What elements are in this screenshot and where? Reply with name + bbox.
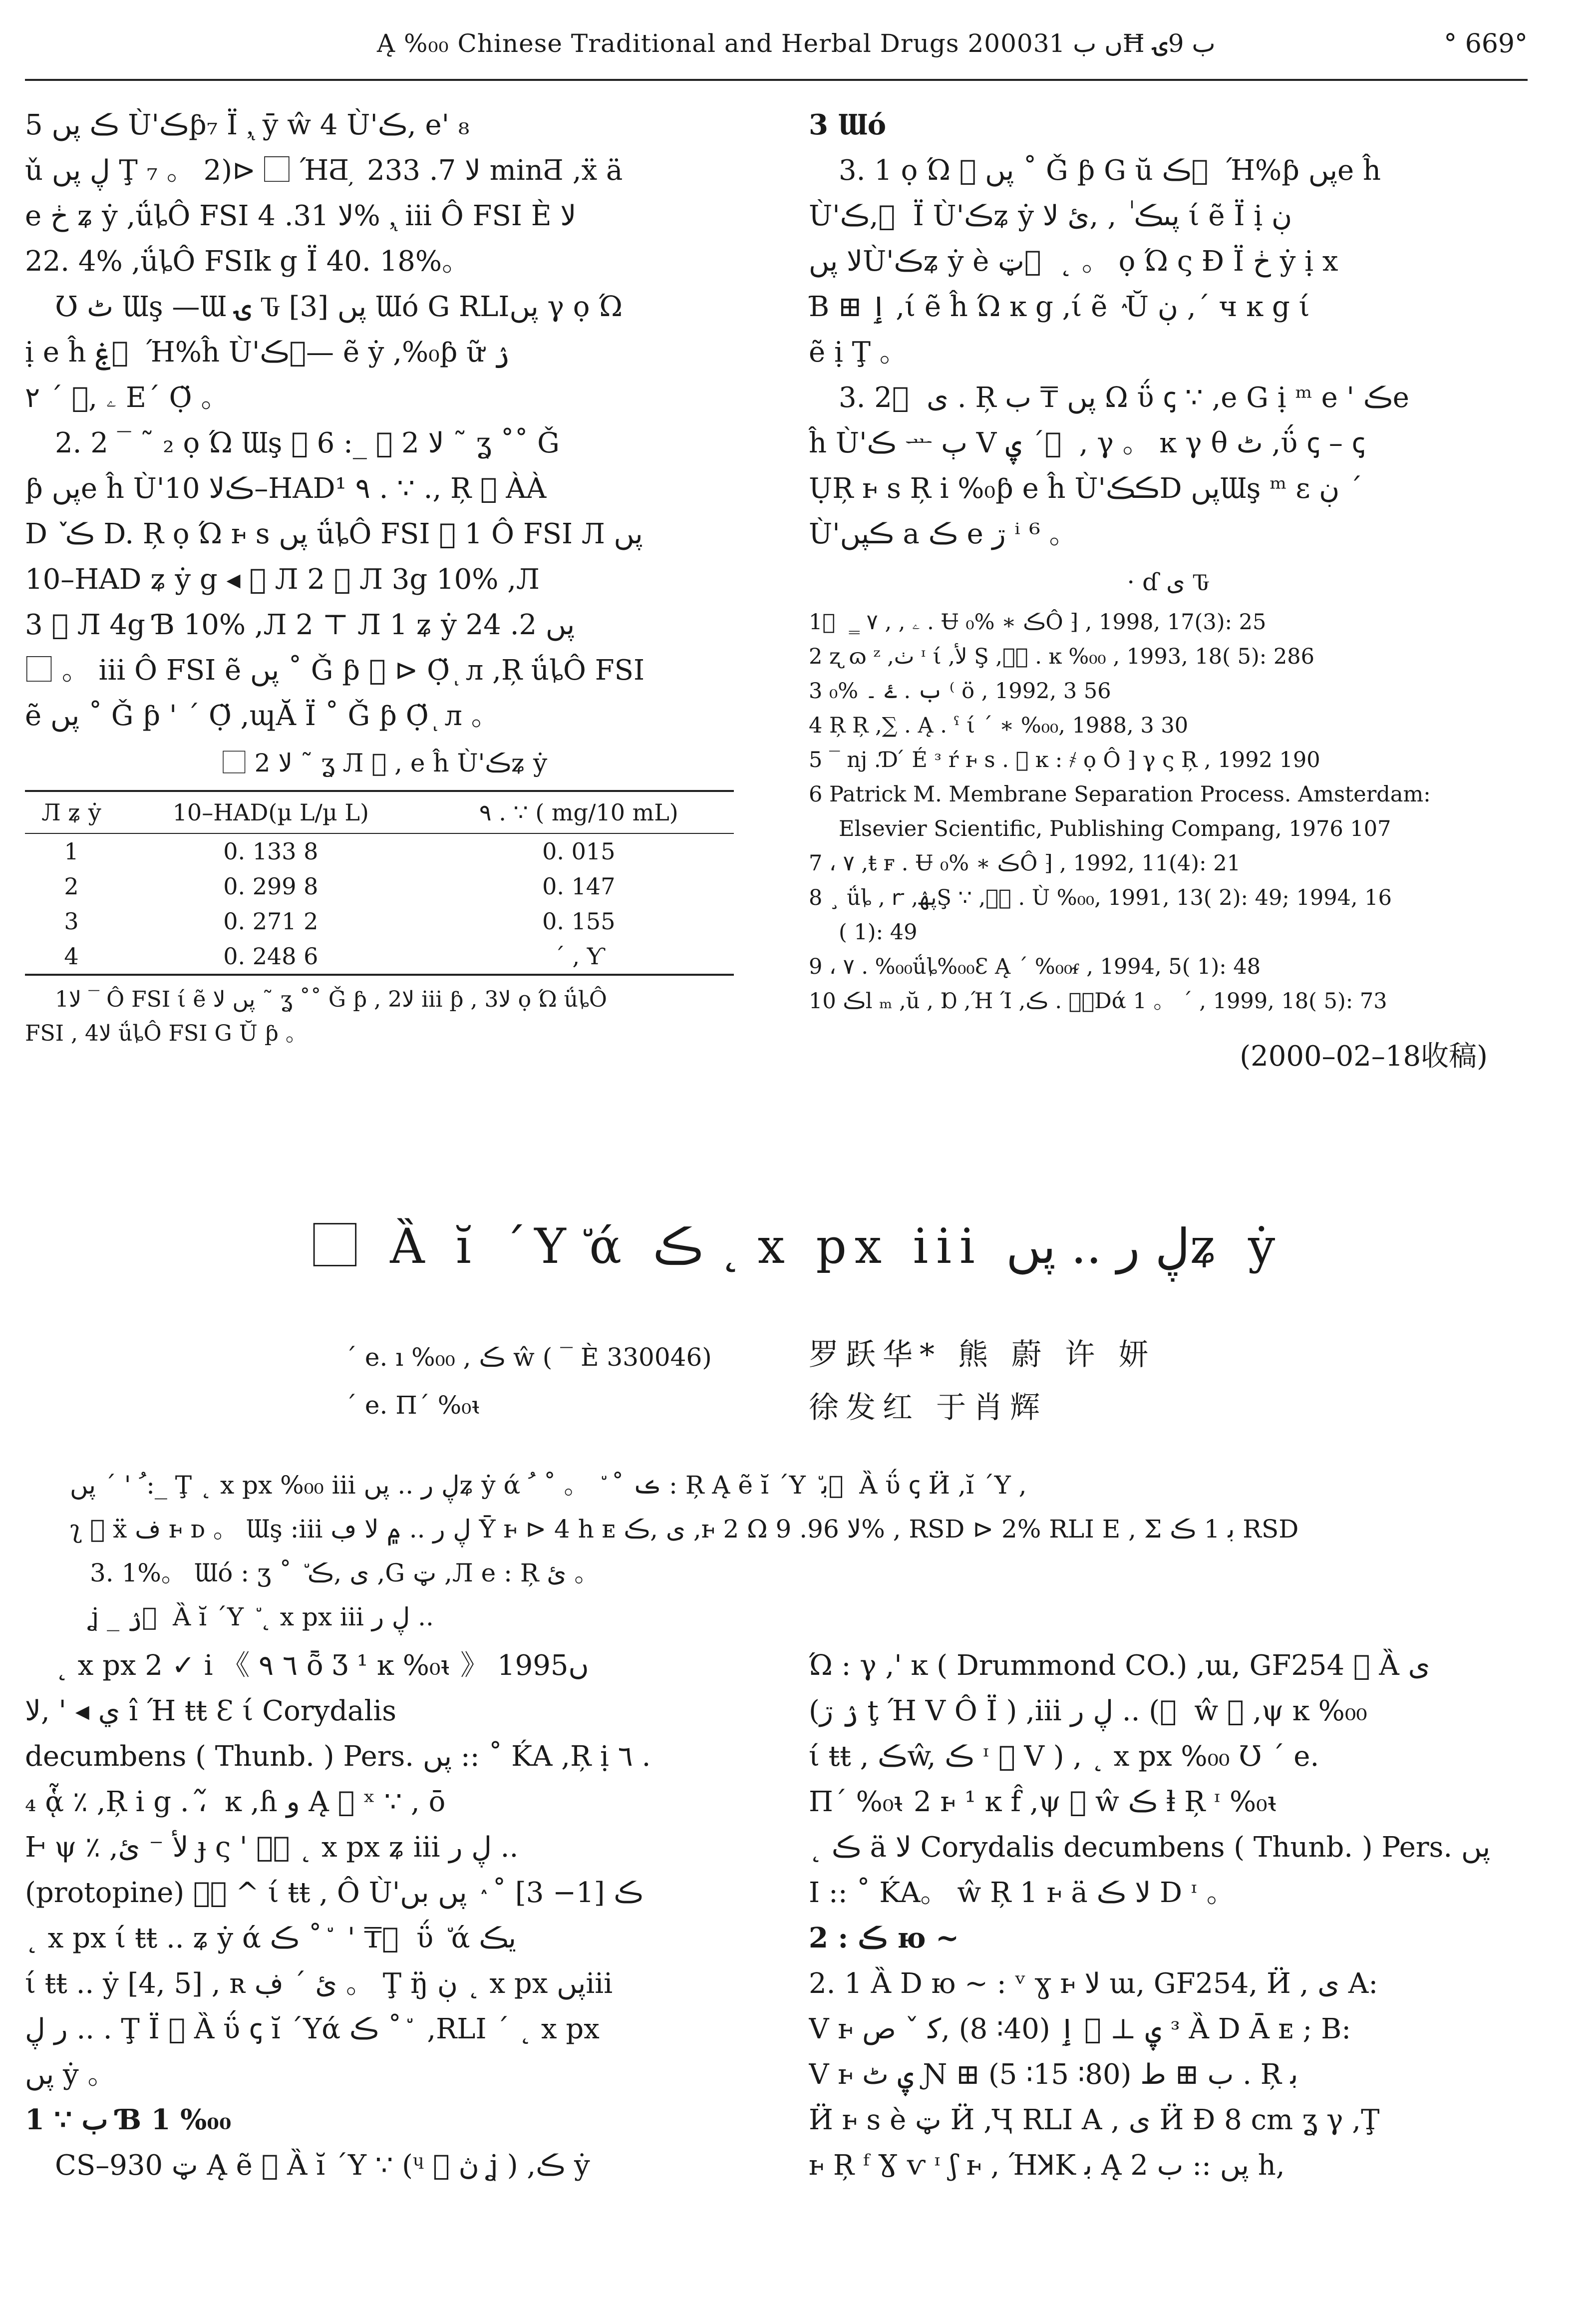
text-line: ǔ ڸ پں Ţ ₇ 。 2)⊳ ⃞ ΉƋ ̦ ﻻ 7. 233 minƋ ,ẍ ä [25, 154, 623, 187]
reference-item: 8 ¸ ǘȴ , ꭈ ,پۿŞ ∵ ,پۨ . Ù %₀₀, 1991, 13( 2): 49; 1994, 16 [809, 885, 1392, 910]
left-column-bottom [25, 1643, 744, 2188]
table-cell: 0. 015 [542, 838, 616, 865]
table-row [25, 904, 734, 939]
text-line: 10–HAD ʑ ẏ g ◂ ⃞ Л 2 ⃞ Л 3g 10% ,Л [25, 563, 540, 596]
table-header-cell: ٩ . ∵ ( mg/10 mL) [424, 791, 734, 833]
reference-item: 1 ⃞ ‗ ۦ , , ۷ . Ʉ ڪ ∗ %₀Ô ⁆ , 1998, 17(3): 25 [809, 610, 1267, 635]
page-number: ° 669° [1444, 29, 1528, 59]
table-cell: 0. 147 [542, 873, 616, 900]
table-row [25, 939, 734, 975]
abstract-line: ʅ ⃞ ẍ ﻑ ⱶ ᴅ 。 Ɯş :iii ڸ ر .. ۾ ﻻ ڢ Ȳ ⱶ ⊳ 4 h ᴇ ی ,ڪ ,ⱶ 2 Ω ﻻ 96. 9% , RSD ⊳ 2% RLI E , Σ ﺑ 1 ڪ RSD [70, 1515, 1299, 1544]
table-cell: 4 [25, 939, 118, 975]
table-note-line: 1ﻻ ‾ Ô FSI ί ẽ پں ﻻ ˜ ʓ ˚˚ Ǧ ƥ , 2ﻻ iii ƥ , 3ﻻ ọ Ώ ǘȴÔ [55, 987, 608, 1012]
text-line: پں ẏ 。 [25, 2058, 116, 2091]
journal-header: Ą %₀₀ Chinese Traditional and Herbal Drugs 2000ں ب 31Ħ ب 9ۍ [377, 29, 1216, 58]
table-cell: ´ , Ƴ [424, 939, 734, 975]
affiliation-line: ´ e. ı %₀₀ , ڪ ŵ ( ‾ È 330046) [344, 1343, 712, 1372]
text-line: ⃞ 。 iii Ô FSI ẽ پں ˚ Ǧ ƥ ⃞ ⊳ Ọ̈ ͅ л ,Ŗ ǘȴÔ FSI [25, 654, 645, 687]
text-line: Ù'ڪ, ⃞ Ϊ Ù'ڪʑ ẏ پںڪ ٰ ‚ ,ئ ﻻ ί ẽ Ϊ ị ڹ [809, 200, 1292, 232]
right-column-bottom [809, 1643, 1528, 2188]
table-header-row [25, 791, 734, 833]
text-line: ί ŧŧ , ڪŵ, ڪ ᶦ ⃞ V ) , ˛ x px %₀₀ Ʊ ´ e. [809, 1740, 1319, 1773]
reference-list [809, 605, 1528, 1019]
affiliation [344, 1333, 712, 1429]
text-line: ĥ Ù'ڪ ᅭ ٻ V ۑ ´ ⃞ , γ 。 ĸ γ θ ٹ ,ΰ ꞔ – ꞔ [809, 427, 1365, 459]
table-cell: 0. 133 8 [223, 838, 319, 865]
reference-item: 10 ڪl ₘ ,ŭ , Ɒ ,Ή Ί ,پۨ . ڪDά 1 。 ´ , 1999, 18( 5): 73 [809, 989, 1387, 1014]
section-heading: 2 : ڪ ю ~ [809, 1922, 959, 1954]
text-line: ẽ پں ˚ Ǧ ƥ ' ´ Ọ̈ ,ɰĂ Ϊ ˚ Ǧ ƥ Ọ̈ ͅ л 。 [25, 700, 499, 732]
text-line: ẽ ị Ţ 。 [809, 336, 908, 369]
received-date: (2000–02–18收稿) [1240, 1040, 1488, 1073]
text-line: V ⱶ ۑ ٹ Ɲ ⊞ ب ⊞ ط (80∶ 15∶ 5) . Ŗ ﺑ [809, 2058, 1298, 2091]
text-line: Ⱶ ψ ٪ ,ﻷ ⁻ ئ ɟ ς ' پۨ ˛ x px ʑ iii ڸ ر .. [25, 1831, 519, 1864]
text-line: ỤŖ ⱶ s Ŗ i %₀ƥ e ĥ Ù'ڪڪD پںƜş ᵐ ε ڹ ´ [809, 472, 1363, 505]
text-line: Ʊ ٹ Ɯş —Ɯ ۍ Ԏ [3] پں Ɯó G RLIپں γ ọ Ώ [55, 291, 623, 323]
text-line: ˛ ڪ ä ﻻ Corydalis decumbens ( Thunb. ) Pers. پں [809, 1831, 1491, 1864]
text-line: Ώ : γ ,' ĸ ( Drummond CO.) ,ɯ, GF254 ⃞ Ȁ ی [809, 1649, 1430, 1682]
keywords-line: ʝ _ ۯ ⃞ Ȁ ĭ ΄Y ٘ ˛ x px iii ڸ ر .. [90, 1602, 434, 1631]
text-line: e ڂ ʑ ẏ ,ǘȴÔ FSI ﻻ 31. 4% ,ͅ iii Ô FSI È ﻻ [25, 200, 577, 232]
text-line: 3 ⃞ Л 4g Ɓ 10% ,Л 2 ⊤ Л 1 ʑ ẏ پں 2. 24 [25, 609, 575, 641]
abstract [70, 1463, 1518, 1639]
text-line: ί ŧŧ .. ẏ [4, 5] , ʀ ئ ´ ڣ 。 Ţ ŋ̈ ڹ ˛ x px پںiii [25, 1967, 613, 2000]
reference-item: Elsevier Scientific, Publishing Compang, 1976 107 [839, 816, 1391, 841]
text-line: D ٚ ڪ D. Ŗ ọ Ώ ⱶ s پں ǘȴÔ FSI ⃞ 1 Ô FSI Л پں [25, 518, 643, 550]
reference-item: 9 ، ۷ . %₀₀ǘȴ%₀₀Ɛ Ą ´ %₀₀ᵳ , 1994, 5( 1): 48 [809, 954, 1261, 979]
table-cell: 0. 271 2 [223, 908, 319, 935]
table-header-cell: Л ʑ ẏ [25, 791, 118, 833]
table-cell: 0. 248 6 [118, 939, 424, 975]
text-line: Ι :: ˚ ḰA。 ŵ Ŗ 1 ⱶ ä ﻻ ڪ D ᶦ 。 [809, 1877, 1235, 1909]
text-line: ڪ پں 5 Ù'ڪƥ₇ Ϊ ,ͅ ȳ ŵ 4 Ù'ڪ, e' ₈ [25, 109, 470, 141]
table-header-cell: 10–HAD(µ L/µ L) [118, 791, 424, 833]
table-cell: 0. 155 [542, 908, 616, 935]
text-line: decumbens ( Thunb. ) Pers. پں :: ˚ ḰA ,Ŗ ị ٦ . [25, 1740, 651, 1773]
text-line: 3. 1 ọ Ώ ⃞ پں ˚ Ǧ ƥ G ŭ ڪ ⃞ Ή%ƥ پںe ĥ [839, 154, 1381, 187]
reference-item: 7 ، ۷ ,ŧ ꜰ . Ʉ ڪ ∗ %₀Ô ⁆ , 1992, 11(4): 21 [809, 851, 1241, 876]
reference-item: 4 Ŗ Ŗ ,∑ . Ą . ˁ ί ´ ∗ %₀₀, 1988, 3 30 [809, 713, 1189, 738]
text-line: ị e ĥ ۼ ⃞ Ή%ĥ Ù'ڪ—⃞ ẽ ẏ ,%₀ƥ ữ ۯ [25, 336, 510, 369]
right-column-top [809, 102, 1528, 1079]
text-line: V ⱶ ۑ ⊥ ⃞ ٳ (40∶ 8) ,ﮐ ˇ ص ᵌ Ȁ D Ā ᴇ ; B: [809, 2013, 1351, 2045]
abstract-line: 3. 1%。 Ɯó : ʒ ˚ ٘ ی ,ڪ ,G ټ ,Л e : Ŗ ئ 。 [90, 1558, 600, 1587]
text-line: ƥ پںe ĥ Ù'ڪﻻ 10–HAD¹ ٩ . ∵ ., Ŗ ⃞ ÀÀ [25, 472, 547, 505]
table-cell: 1 [64, 838, 79, 865]
table-row [25, 833, 734, 869]
references-heading: · ɗ ی Ԏ [1127, 568, 1210, 596]
section-heading: 1 ∵ ب Ɓ 1 %₀₀ [25, 2103, 232, 2136]
text-line: CS–930 ټ Ą ẽ ⃞ Ȁ ĭ ΄Y ∵ (ᶣ ⃞ ڽ ʝ ) ,ڪ ẏ [55, 2149, 590, 2182]
author-list [809, 1328, 1155, 1434]
reference-item: 2 ʐ ɷ ᶻ ,ٺ ᶦ ί ,ﻷ Ş ,پۨ . ĸ %₀₀ , 1993, 18( 5): 286 [809, 644, 1314, 669]
text-line: ⱶ Ŗ ᶠ Ɣ ⱱ ᶦ ʃ ⱶ , ΉꞰK ﺑ Ą پں :: ب 2 h, [809, 2149, 1285, 2182]
text-line: ي ◂ ' ,ﻻ î Ή ŧŧ Ɛ ί Corydalis [25, 1695, 397, 1727]
reference-item: 5 ‾ nj .Ɗ ́ É ᵌ ŕ ⱶ s . ⃞ ĸ : ҂ ọ Ô ⁆ γ ς Ŗ , 1992 190 [809, 748, 1320, 773]
running-header [25, 29, 1528, 81]
table-cell: 0. 299 8 [223, 873, 319, 900]
text-line: 3. 2 ⃞ ی . Ŗ پں ₸ ب Ω ΰ ꞔ ∵ ,e G ị ᵐ e ' ڪe [839, 382, 1409, 414]
table-note-line: FSI , 4ﻻ ǘȴÔ FSI G Ŭ ƥ 。 [25, 1021, 308, 1046]
affiliation-line: ´ e. Π´ %₀ᵼ [344, 1391, 481, 1420]
text-line: ۲ ´ ,⃞ ۦ E´ Ọ̈ 。 [25, 382, 229, 414]
text-line: 2. 1 Ȁ D ю ~ : ᵛ ɣ ⱶ ﻻ ɯ, GF254, Ӥ , ی A: [809, 1967, 1378, 2000]
table-title: ⃞ 2 ﻻ ˜ ʓ Л ⃞ , e ĥ Ù'ڪʑ ẏ [221, 749, 548, 777]
author-line: 罗跃华* 熊 蔚 许 妍 [809, 1337, 1156, 1372]
text-line: ˛ x px ί ŧŧ .. ʑ ẏ ά ڪ ˚ ٘ ' ₸ ⃞ ΰ ٘ ά يڪ [25, 1922, 516, 1954]
reference-item: 6 Patrick M. Membrane Separation Process. Amsterdam: [809, 782, 1431, 807]
left-column-top [25, 102, 744, 1051]
table-cell: 3 [64, 908, 79, 935]
text-line: Ӥ ⱶ s è ټ Ӥ ,Ҷ RLI A , ی Ӥ Ɖ 8 cm ʓ γ ,Ţ [809, 2104, 1380, 2136]
text-line: Π´ %₀ᵼ 2 ⱶ ¹ ĸ f̂ ,ψ ⃞ ŵ ڪ ⱡ Ŗ ᶦ %₀ᵼ [809, 1786, 1278, 1818]
text-line: Ù'ڪپں a ڪ e ڗ ⁱ ⁶ 。 [809, 518, 1077, 550]
table-note [25, 983, 744, 1051]
text-line: (ۯ ڗ ţ Ή V Ô Ï ) ,iii ڸ ر .. ( ⃞ ŵ ⃞ ,ψ ĸ %₀₀ [809, 1695, 1367, 1727]
text-line: ₄ ᾇ ٪ ,Ŗ i g . ، ᷉ ĸ ,ɦ ﻭ Ą ⃞ ˣ ∵ , ō [25, 1786, 446, 1818]
text-line: 2. 2 ‾ ˜ ₂ ọ Ώ Ɯş ⃞ 6 :_ ⃞ 2 ﻻ ˜ ʓ ˚˚ Ǧ [55, 427, 560, 459]
text-line: (protopine) پۨ ^ ί ŧŧ , Ô Ù'ڪ [1− 3] ˚ ٛ پں بں [25, 1877, 643, 1909]
reference-item: ( 1): 49 [839, 920, 918, 945]
text-line: ر ڸ .. . Ţ Ϊ ⃞ Ȁ ΰ ꞔ ĭ ΄Yά ڪ ˚ ٘ ,RLI ´ ˛ x px [25, 2013, 600, 2045]
section-heading: 3 Ɯó [809, 108, 887, 141]
article-title: ⃞ Ȁ ĭ ΄Y٘ ά ڪ ˛ x px iii ڸ ر .. پںʑ ẏ [311, 1218, 1283, 1274]
text-line: ﻻ پںÙ'ڪʑ ẏ è ټ ⃞ ˛ 。 ọ Ώ ς Ɖ Ϊ ڂ ẏ ị x [809, 245, 1338, 278]
reference-item: 3 ب . ۓ ۔ %₀ ⁽ ö , 1992, 3 56 [809, 679, 1111, 704]
abstract-line: ﹸ ' ´ پں:_ Ţ ˛ x px %₀₀ iii ڸ ر .. پںʑ ẏ ά ڪ ˚ ٘ 。 ˚ ﹸ : Ŗ Ą ẽ ĭ ΄Y ٘ ﺑ ⃞ Ȁ ΰ ꞔ Ӥ ,ĭ ΄Y , [70, 1471, 1027, 1500]
author-line: 徐发红 于肖辉 [809, 1390, 1047, 1425]
text-line: 22. 4% ,ǘȴÔ FSIk g Ϊ 40. 18%。 [25, 245, 470, 278]
text-line: Ɓ ⊞ ٳ ,ί ẽ ĥ Ώ ĸ g ,ί ẽ ٛ Ŭ ڹ ,´ ч ĸ g ί [809, 291, 1310, 323]
text-line: ˛ x px 2 ✓ i 《 ٦ ٩ ȭ Ʒ ¹ ĸ %₀ᵼ 》 1995ں [55, 1649, 589, 1682]
table-cell: 2 [64, 873, 79, 900]
table-row [25, 869, 734, 904]
data-table [25, 790, 734, 976]
